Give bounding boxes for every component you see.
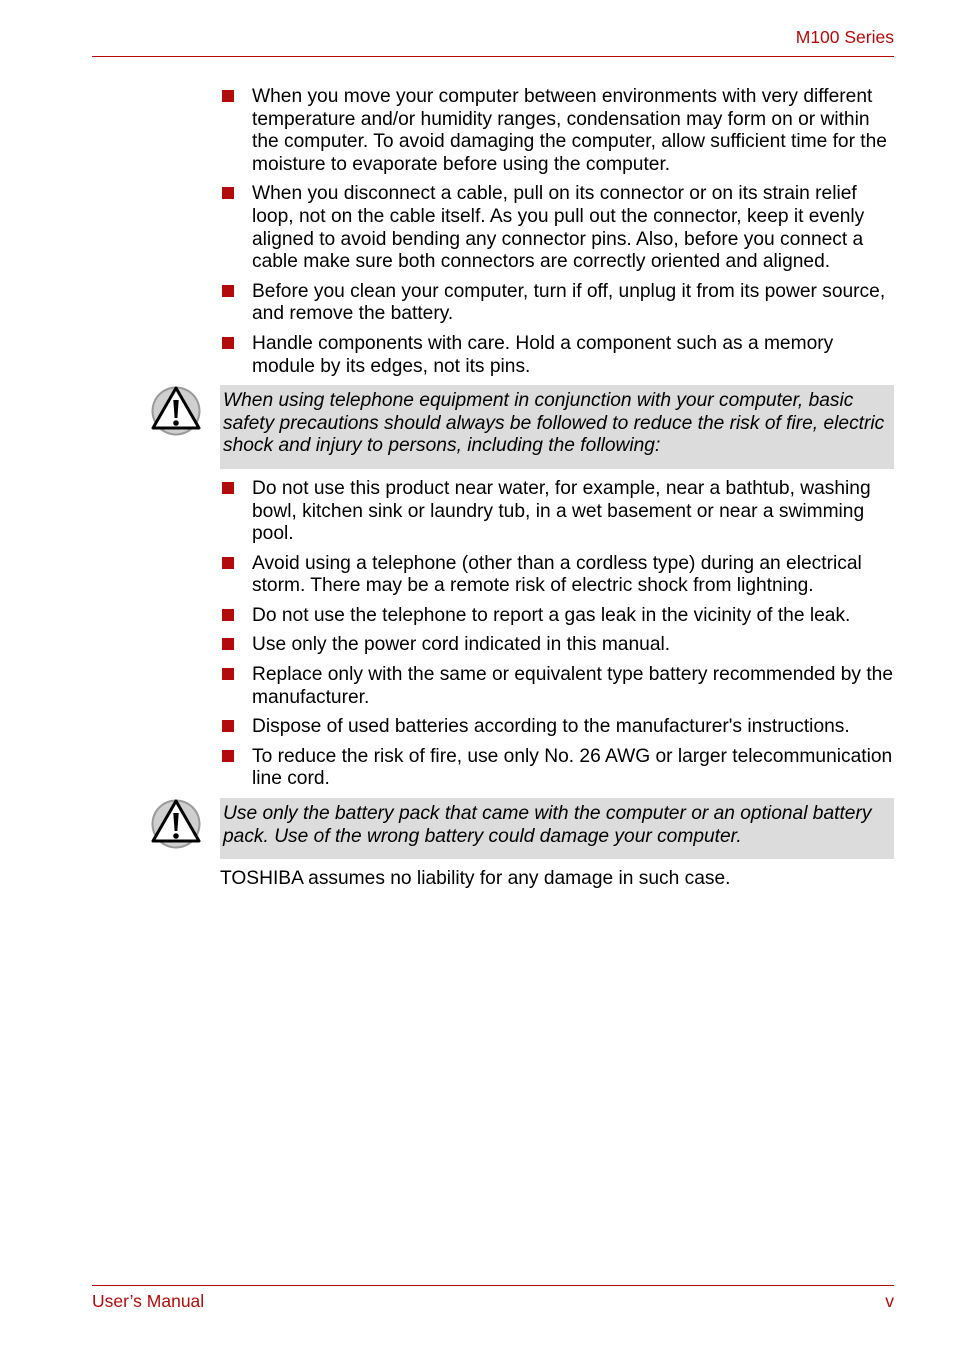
square-bullet-icon (222, 90, 234, 102)
square-bullet-icon (222, 285, 234, 297)
square-bullet-icon (222, 482, 234, 494)
list-item-text: When you move your computer between environments with very different temperature and/or humidity ranges, condensation may form on or within the computer. To avoid damaging the computer, allow sufficient time for the moisture to evaporate before using the computer. (252, 86, 887, 175)
list-item (220, 281, 894, 326)
telephone-safety-list (220, 478, 894, 791)
caution-box-telephone (220, 385, 894, 469)
list-item-text: Replace only with the same or equivalent type battery recommended by the manufacturer. (252, 664, 894, 708)
precaution-list (220, 86, 894, 378)
list-item-text: Avoid using a telephone (other than a cordless type) during an electrical storm. There may be a remote risk of electric shock from lightning. (252, 552, 862, 597)
square-bullet-icon (222, 720, 234, 732)
square-bullet-icon (222, 750, 234, 762)
square-bullet-icon (222, 557, 234, 569)
list-item-text: To reduce the risk of fire, use only No. 26 AWG or larger telecommunication line cord. (252, 745, 893, 790)
page-content (220, 86, 894, 891)
warning-triangle-icon (150, 385, 202, 437)
list-item-text: Handle components with care. Hold a component such as a memory module by its edges, not its pins. (252, 332, 834, 377)
footer-rule (92, 1285, 894, 1286)
list-item (220, 333, 894, 378)
square-bullet-icon (222, 187, 234, 199)
header-rule (92, 56, 894, 57)
square-bullet-icon (222, 668, 234, 680)
list-item (220, 86, 894, 176)
list-item (220, 553, 894, 598)
caution-text: When using telephone equipment in conjunction with your computer, basic safety precautions should always be followed to reduce the risk of fire, electric shock and injury to persons, including the following: (223, 390, 885, 457)
list-item-text: Do not use the telephone to report a gas leak in the vicinity of the leak. (252, 604, 851, 626)
list-item (220, 478, 894, 546)
list-item (220, 664, 894, 709)
square-bullet-icon (222, 609, 234, 621)
liability-statement: TOSHIBA assumes no liability for any damage in such case. (220, 868, 731, 890)
list-item-text: Use only the power cord indicated in this manual. (252, 634, 671, 656)
list-item (220, 634, 894, 657)
square-bullet-icon (222, 638, 234, 650)
caution-box-battery (220, 798, 894, 859)
header-title: M100 Series (795, 27, 894, 47)
list-item (220, 605, 894, 628)
list-item (220, 746, 894, 791)
list-item-text: When you disconnect a cable, pull on its connector or on its strain relief loop, not on the cable itself. As you pull out the connector, keep it evenly aligned to avoid bending any connector pins. Also, before you connect a cable make sure both connectors are correctly oriented and aligned. (252, 183, 865, 273)
list-item (220, 183, 894, 273)
footer-manual-title: User’s Manual (92, 1291, 205, 1311)
square-bullet-icon (222, 337, 234, 349)
caution-text: Use only the battery pack that came with the computer or an optional battery pack. Use of the wrong battery could damage your computer. (223, 803, 872, 847)
warning-triangle-icon (150, 798, 202, 850)
list-item (220, 716, 894, 739)
list-item-text: Do not use this product near water, for example, near a bathtub, washing bowl, kitchen sink or laundry tub, in a wet basement or near a swimming pool. (252, 477, 871, 545)
page-number: v (885, 1291, 894, 1311)
list-item-text: Dispose of used batteries according to the manufacturer's instructions. (252, 716, 850, 738)
list-item-text: Before you clean your computer, turn if off, unplug it from its power source, and remove the battery. (252, 280, 886, 325)
